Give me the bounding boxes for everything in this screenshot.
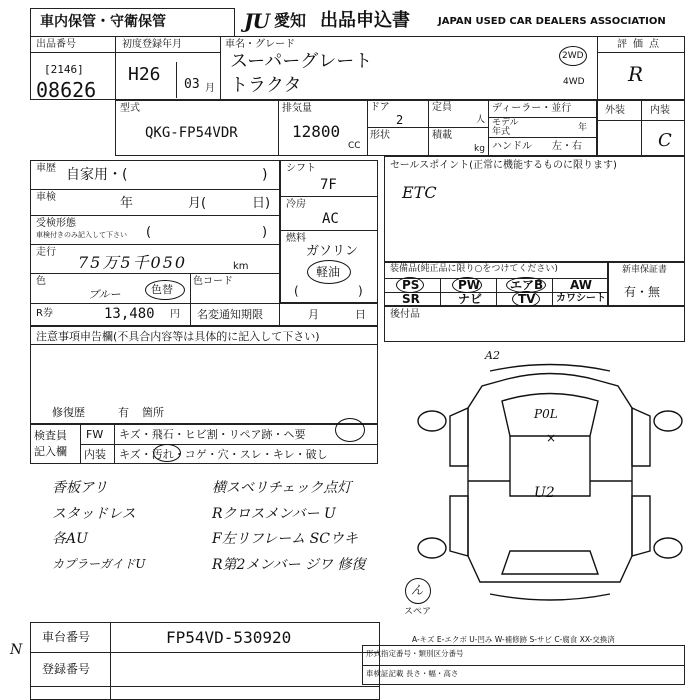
car-name: スーパーグレート bbox=[230, 51, 373, 72]
color-code-label: 色コード bbox=[193, 276, 233, 287]
equip-leather: カワシート bbox=[556, 293, 606, 304]
interior-value: C bbox=[658, 130, 672, 151]
hw-right-2: Rクロスメンバー U bbox=[212, 506, 336, 522]
drive-2wd: 2WD bbox=[562, 51, 584, 61]
model-label: 型式 bbox=[120, 103, 140, 114]
mileage-value: 75万5千050 bbox=[78, 253, 188, 272]
equip-pw: PW bbox=[458, 278, 481, 292]
load-unit: kg bbox=[474, 144, 485, 154]
fuel-value: ガソリン bbox=[306, 244, 359, 259]
mileage-label: 走行 bbox=[36, 247, 56, 258]
model-value: QKG-FP54VDR bbox=[145, 125, 238, 141]
accept-label: 受検形態 bbox=[36, 218, 76, 229]
exterior-label: 外装 bbox=[605, 105, 625, 116]
name-change-day: 日 bbox=[355, 308, 366, 321]
color-value: ブルー bbox=[88, 288, 121, 301]
hw-right-3: F左リフレーム SCウキ bbox=[212, 531, 358, 547]
model-year-label2: 年式 bbox=[492, 127, 511, 137]
ju-logo: JU bbox=[244, 9, 269, 33]
recycle-unit: 円 bbox=[170, 309, 180, 320]
score-label: 評価点 bbox=[617, 39, 665, 50]
reg-month: 03 bbox=[184, 77, 200, 92]
diagram-glass-x: × bbox=[546, 431, 557, 445]
name-change-month: 月 bbox=[308, 308, 319, 321]
handle-opts: 左・右 bbox=[552, 141, 582, 152]
load-label: 積載 bbox=[432, 130, 452, 141]
hw-left-4: カプラーガイドU bbox=[52, 557, 146, 571]
shift-value: 7F bbox=[320, 177, 337, 193]
door-label: ドア bbox=[370, 102, 390, 113]
damage-legend: A-キズ E-エクボ U-凹み W-補修跡 S-サビ C-腐食 XX-交換済 bbox=[412, 635, 615, 644]
aftermarket-label: 後付品 bbox=[390, 309, 420, 320]
accept-open: ( bbox=[146, 225, 152, 240]
aftermarket-box bbox=[384, 306, 685, 342]
association-name: JAPAN USED CAR DEALERS ASSOCIATION bbox=[438, 16, 666, 27]
history-close: ) bbox=[262, 167, 268, 183]
ps-circle bbox=[396, 277, 424, 293]
accept-note: 車検付きのみ記入して下さい bbox=[36, 231, 127, 239]
sales-point-value: ETC bbox=[402, 183, 437, 202]
inspector-label1: 検査員 bbox=[34, 429, 67, 442]
inspect-nichi: 日) bbox=[252, 196, 271, 211]
sales-point-label: セールスポイント(正常に機能するものに限ります) bbox=[390, 160, 617, 171]
shape-label: 形状 bbox=[370, 130, 390, 141]
ac-label: 冷房 bbox=[286, 199, 306, 210]
tv-circle bbox=[512, 291, 540, 307]
capacity-unit: 人 bbox=[476, 115, 486, 125]
equip-tv: TV bbox=[518, 292, 536, 306]
spare-label: スペア bbox=[404, 607, 432, 617]
equip-airbag: エアB bbox=[510, 278, 544, 292]
equip-aw: AW bbox=[570, 278, 592, 292]
warranty-opts: 有・無 bbox=[624, 285, 661, 299]
equip-sr: SR bbox=[402, 292, 420, 306]
notes-label: 注意事項申告欄(不具合内容等は具体的に記入して下さい) bbox=[36, 330, 320, 343]
door-value: 2 bbox=[396, 113, 404, 127]
sales-point-box bbox=[384, 156, 685, 262]
in-items: キズ・汚れ・コゲ・穴・スレ・キレ・破し bbox=[119, 448, 328, 461]
history-grid bbox=[30, 160, 280, 326]
diagram-glass-mark: P0L bbox=[534, 407, 558, 421]
fw-check-circle bbox=[335, 418, 365, 442]
equipment-label: 装備品(純正品に限り○をつけてください) bbox=[390, 264, 558, 274]
warranty-label: 新車保証書 bbox=[622, 265, 668, 275]
equip-navi: ナビ bbox=[458, 292, 483, 306]
dims-row1: 形式指定番号・類別区分番号 bbox=[366, 649, 464, 658]
inspector-label2: 記入欄 bbox=[34, 445, 67, 458]
name-change-label: 名変通知期限 bbox=[197, 308, 263, 321]
hw-left-3: 各AU bbox=[52, 531, 88, 547]
lot-number: 08626 bbox=[36, 78, 97, 102]
inspect-tsuki: 月( bbox=[188, 196, 207, 211]
color-change: 色替 bbox=[151, 283, 173, 296]
diagram-body-mark: U2 bbox=[534, 485, 555, 501]
score-value: R bbox=[628, 62, 644, 86]
model-year-label: モデル bbox=[492, 118, 519, 128]
interior-label: 内装 bbox=[650, 105, 670, 116]
handle-label: ハンドル bbox=[492, 141, 532, 152]
org-name: 愛知 bbox=[274, 11, 307, 30]
car-grade: トラクタ bbox=[230, 75, 302, 96]
chassis-label: 車台番号 bbox=[42, 630, 91, 644]
inspect-label: 車検 bbox=[36, 192, 56, 203]
ac-value: AC bbox=[322, 211, 339, 227]
recycle-label: R券 bbox=[36, 308, 53, 319]
spare-mark: ん bbox=[411, 583, 424, 597]
reg-era: H26 bbox=[128, 64, 161, 85]
capacity-label: 定員 bbox=[432, 102, 452, 113]
drive-4wd: 4WD bbox=[563, 77, 585, 87]
name-label: 車名・グレード bbox=[225, 39, 295, 50]
equip-ps: PS bbox=[402, 278, 420, 292]
hw-right-4: R第2メンバー ジワ 修復 bbox=[212, 557, 366, 573]
diagram-top-mark: A2 bbox=[485, 349, 500, 362]
side-mark: N bbox=[10, 642, 23, 658]
shift-label: シフト bbox=[286, 163, 316, 174]
disp-value: 12800 bbox=[292, 122, 341, 141]
repair-label: 修復歴 bbox=[52, 406, 85, 419]
model-year-unit: 年 bbox=[578, 123, 588, 133]
repair-value: 有 bbox=[118, 406, 129, 419]
fw-items: キズ・飛石・ヒビ割・リペア跡・ヘ要 bbox=[119, 428, 306, 441]
storage-note: 車内保管・守衛保管 bbox=[40, 14, 166, 30]
accept-close: ) bbox=[262, 225, 268, 240]
mileage-unit: km bbox=[233, 261, 249, 272]
lot-small: [2146] bbox=[44, 63, 84, 76]
in-dirt-circle bbox=[153, 444, 181, 462]
hw-left-1: 香板アリ bbox=[52, 480, 108, 496]
lot-label: 出品番号 bbox=[36, 39, 76, 50]
history-value: 自家用・( bbox=[66, 167, 128, 183]
reg-month-unit: 月 bbox=[205, 83, 215, 94]
color-label: 色 bbox=[36, 276, 46, 287]
recycle-value: 13,480 bbox=[104, 306, 155, 322]
fuel-close: ) bbox=[358, 284, 363, 298]
repair-close: 箇所 bbox=[142, 406, 164, 419]
dealer-label: ディーラー・並行 bbox=[492, 103, 572, 114]
hw-right-1: 横スベリチェック点灯 bbox=[212, 480, 352, 496]
hw-left-2: スタッドレス bbox=[52, 506, 136, 522]
reg-label: 初度登録年月 bbox=[122, 39, 182, 50]
reg-number-label: 登録番号 bbox=[42, 662, 91, 676]
inspect-nen: 年 bbox=[120, 196, 134, 211]
pw-circle bbox=[452, 277, 482, 293]
fuel-label: 燃料 bbox=[286, 233, 306, 244]
dims-row2: 車検証記載 長さ・幅・高さ bbox=[366, 669, 459, 678]
chassis-value: FP54VD-530920 bbox=[166, 628, 292, 647]
fuel-alt: 軽油 bbox=[316, 265, 341, 279]
disp-label: 排気量 bbox=[282, 103, 312, 114]
form-title: 出品申込書 bbox=[320, 10, 410, 31]
fuel-open: ( bbox=[294, 284, 299, 298]
history-label: 車歴 bbox=[36, 163, 56, 174]
disp-unit: CC bbox=[348, 141, 361, 151]
fw-label: FW bbox=[86, 428, 104, 441]
in-label: 内装 bbox=[84, 448, 106, 461]
